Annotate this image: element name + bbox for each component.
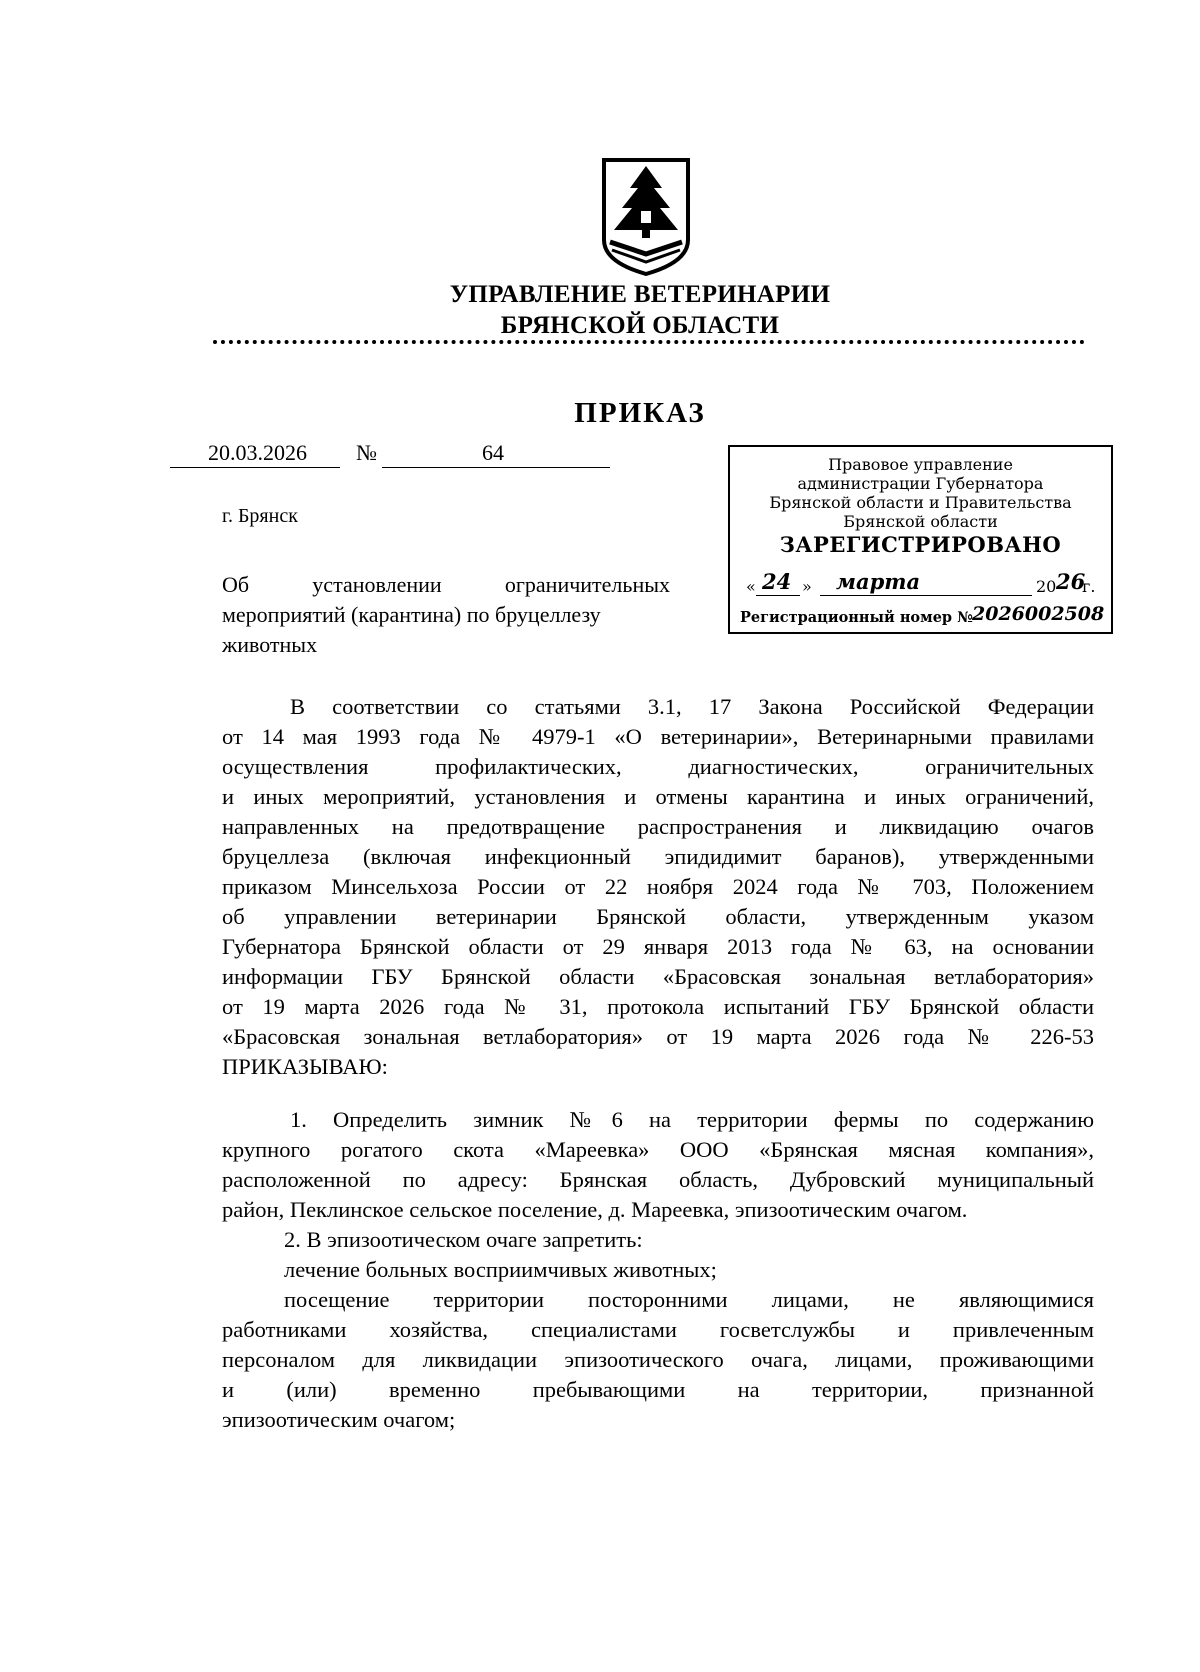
body-line: и иных мероприятий, установления и отмены карантина и иных ограничений, — [222, 784, 1094, 809]
stamp-reg-number: 2026002508 — [972, 603, 1105, 625]
order-subject — [222, 570, 670, 660]
org-name-line2: БРЯНСКОЙ ОБЛАСТИ — [500, 312, 780, 339]
body-line: В соответствии со статьями 3.1, 17 Закона Российской Федерации — [290, 694, 1094, 719]
stamp-registered: ЗАРЕГИСТРИРОВАНО — [779, 532, 1062, 557]
stamp-reg-label: Регистрационный номер № — [740, 609, 973, 626]
body-line: от 19 марта 2026 года № 31, протокола испытаний ГБУ Брянской области — [222, 994, 1094, 1019]
date-underline — [170, 467, 340, 468]
stamp-line: Брянской области — [843, 512, 998, 531]
city: г. Брянск — [222, 505, 298, 527]
body-line: работниками хозяйства, специалистами госветслужбы и привлеченным — [222, 1317, 1094, 1342]
body-line: от 14 мая 1993 года № 4979-1 «О ветеринарии», Ветеринарными правилами — [222, 724, 1094, 749]
item-2-intro: 2. В эпизоотическом очаге запретить: — [284, 1227, 643, 1252]
org-name-line1: УПРАВЛЕНИЕ ВЕТЕРИНАРИИ — [449, 281, 831, 308]
order-word: ПРИКАЗЫВАЮ: — [222, 1054, 388, 1079]
dotted-divider — [213, 340, 1085, 344]
stamp-line: администрации Губернатора — [797, 474, 1044, 493]
body-line: «Брасовская зональная ветлаборатория» от 19 марта 2026 года № 226-53 — [222, 1024, 1094, 1049]
stamp-day: 24 — [762, 569, 792, 594]
date-number-line — [170, 440, 620, 470]
body-line: расположенной по адресу: Брянская область, Дубровский муниципальный — [222, 1167, 1094, 1192]
body-line: информации ГБУ Брянской области «Брасовская зональная ветлаборатория» — [222, 964, 1094, 989]
coat-of-arms-icon — [600, 158, 692, 276]
item-1 — [222, 1105, 1094, 1435]
stamp-reg-row — [740, 603, 1105, 631]
body-line: направленных на предотвращение распространения и ликвидацию очагов — [222, 814, 1094, 839]
body-line: район, Пеклинское сельское поселение, д. Мареевка, эпизоотическим очагом. — [222, 1197, 968, 1222]
body-line: 1. Определить зимник №6 на территории фермы по содержанию — [290, 1107, 1094, 1132]
stamp-year-prefix: 20 — [1036, 577, 1057, 596]
stamp-year-suffix: 26 — [1056, 569, 1086, 594]
body-line: и (или) временно пребывающими на территории, признанной — [222, 1377, 1094, 1402]
order-date: 20.03.2026 — [208, 440, 307, 465]
body-line: Губернатора Брянской области от 29 января 2013 года № 63, на основании — [222, 934, 1094, 959]
number-label: № — [356, 440, 377, 465]
subject-line: мероприятий (карантина) по бруцеллезу — [222, 602, 601, 627]
body-line: персоналом для ликвидации эпизоотического очага, лицами, проживающими — [222, 1347, 1094, 1372]
document-title: ПРИКАЗ — [574, 397, 706, 429]
body-line: посещение территории посторонними лицами, не являющимися — [284, 1287, 1094, 1312]
item-2-a: лечение больных восприимчивых животных; — [284, 1257, 717, 1282]
number-underline — [382, 467, 610, 468]
body-line: приказом Минсельхоза России от 22 ноября 2024 года № 703, Положением — [222, 874, 1094, 899]
preamble — [222, 692, 1094, 1082]
subject-line: Об установлении ограничительных — [222, 572, 670, 597]
stamp-line: Брянской области и Правительства — [769, 493, 1072, 512]
stamp-month: марта — [836, 569, 921, 594]
stamp-date-row: « 24 » марта 20 26 г. — [746, 569, 1096, 596]
body-line: бруцеллеза (включая инфекционный эпидидимит баранов), утвержденными — [222, 844, 1094, 869]
body-line: эпизоотическим очагом; — [222, 1407, 456, 1432]
body-line: об управлении ветеринарии Брянской области, утвержденным указом — [222, 904, 1094, 929]
registration-stamp — [728, 445, 1113, 634]
coat-of-arms-emblem — [600, 158, 692, 276]
body-line: осуществления профилактических, диагностических, ограничительных — [222, 754, 1094, 779]
order-number: 64 — [482, 440, 504, 465]
stamp-line: Правовое управление — [828, 455, 1013, 474]
body-line: крупного рогатого скота «Мареевка» ООО «Брянская мясная компания», — [222, 1137, 1094, 1162]
subject-line: животных — [222, 632, 318, 657]
stamp-year-unit: г. — [1082, 577, 1096, 596]
